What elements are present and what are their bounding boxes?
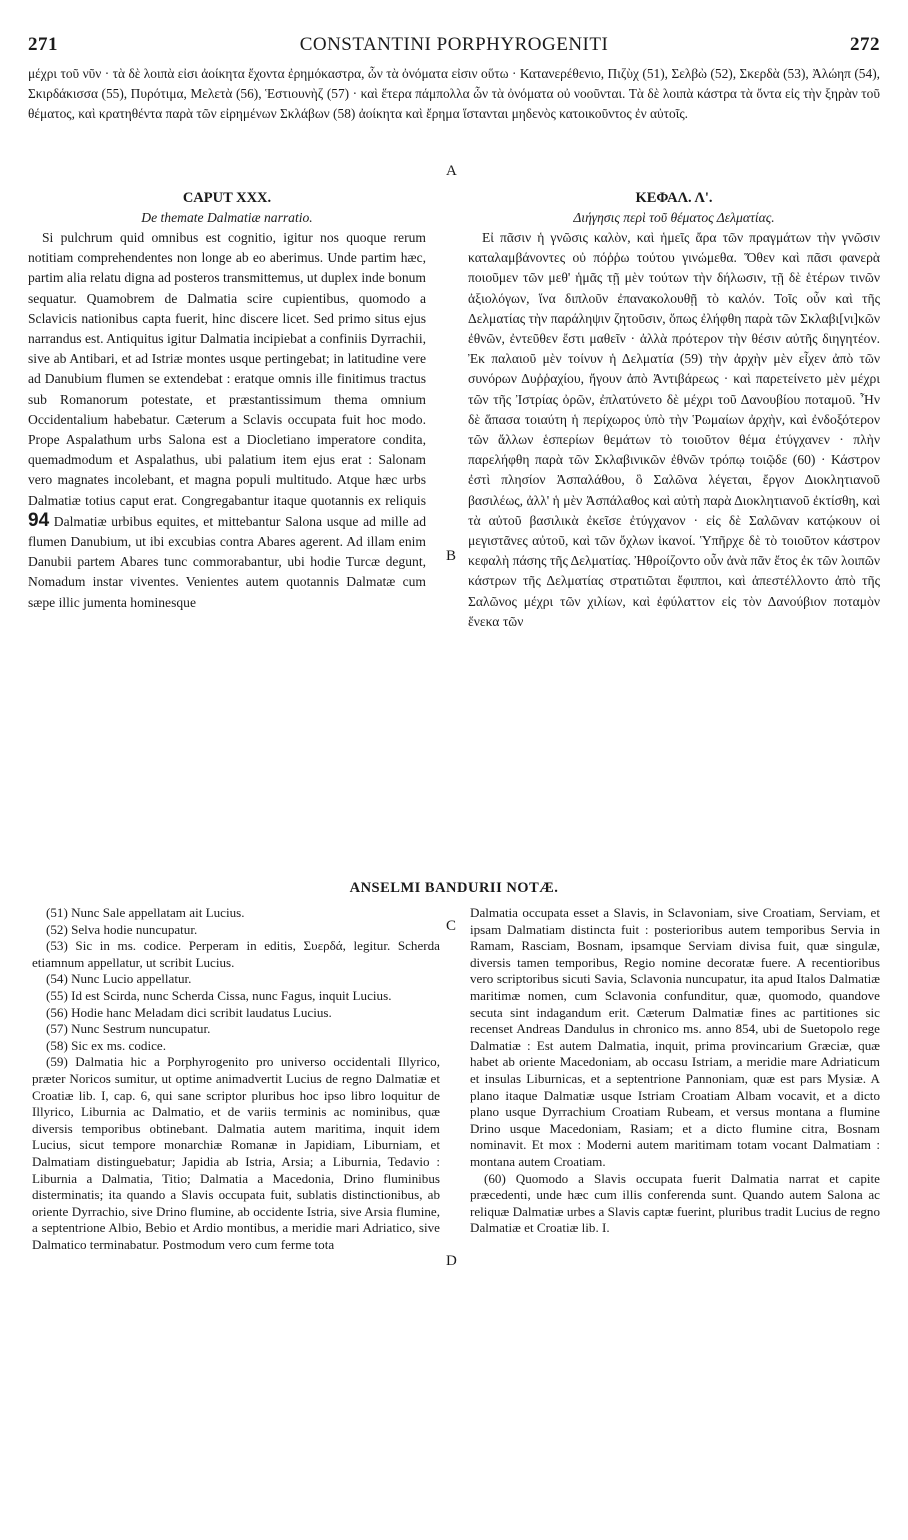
notes-right-column	[470, 905, 880, 1237]
latin-text-part-1: Si pulchrum quid omnibus est cognitio, igitur nos quoque rerum notitiam comprehendentes non longe ab eo aberimus. Unde partim hæc, partim alia relatu digna ad posteros transmittemus, ut duplex inde bonum sequatur. Quamobrem de Dalmatia scire cupientibus, quomodo a Sclavicis nationibus capta fuerit, hinc discere licet. Sed primo situs ejus narrandus est. Antiquitus igitur Dalmatia incipiebat a confiniis Dyrrachii, sive ab Antibari, et ad Istriæ montes usque pertingebat; in latitudine vere ad Danubium flumen se extendebat : eratque omnis ille finitimus tractus sub Romanorum potestate, et præstantissimum thema omnium Occidentalium habebatur. Cæterum a Sclavis occupata fuit hoc modo. Prope Aspalathum urbs Salona est a Diocletiano imperatore condita, quemadmodum et Aspalathus, ubi palatium item ejus erat : Salonam vero magnates incolebant, et magna populi multitudo. Atque hæc urbs Dalmatiæ totius caput erat. Congregabantur itaque quotannis ex reliquis	[28, 230, 426, 508]
note-60: (60) Quomodo a Slavis occupata fuerit Dalmatia narrat et capite præcedenti, unde hæc cum illis conferenda sunt. Quando autem Salona ac reliquæ Dalmatiæ urbes a Slavis captæ fuerint, pluribus tradit Lucius de regno Dalmatiæ et Croatiæ lib. I.	[470, 1170, 880, 1236]
note-51: (51) Nunc Sale appellatam ait Lucius.	[46, 905, 245, 920]
note-57: (57) Nunc Sestrum nuncupatur.	[46, 1021, 211, 1037]
note-59: (59) Dalmatia hic a Porphyrogenito pro universo occidentali Illyrico, præter Noricos sumitur, ut optime animadvertit Lucius de regno Dalmatiæ et Croatiæ lib. I, cap. 6, qui sane scriptor pluribus hoc ipso libro loquitur de Illyrico, Liburnia ac Dalmatio, et de variis terminis ac nominibus, quæ diversis temporibus obtinebant. Dalmatia autem maritima, inquit idem Lucius, sicut tempore monarchiæ Romanæ in Japidiam, Liburniam, et Dalmatiam distinguebatur; Japidia ab Istria, Arsia; a Liburnia, Tedavio : Liburnia a Dalmatia, Titio; Dalmatia a Macedonia, Drino fluminibus disterminatis; ita quando a Slavis occupata fuit, sublatis distinctionibus, ab oriente Dyrrachio, sive Drino flumine, ab occidente Istria, sive Arsia flumine, a septentrione Albio, Bebio et Ardio montibus, a meridie mari Adriatico, sive Dalmatico terminabatur. Postmodum vero cum ferme tota	[32, 1054, 440, 1252]
page-number-left: 271	[28, 34, 58, 55]
margin-letter-c: C	[446, 918, 457, 934]
latin-column	[28, 188, 426, 613]
latin-text-part-2: Dalmatiæ urbibus equites, et mittebantur Salona usque ad mille ad flumen Danubium, ut ibi excubias contra Abares agerent. Ad illam enim Danubii partem Abares tunc commorabantur, ubi hodie Turcæ degunt, Nomadum instar viventes. Venientes autem quotannis Dalmatæ cum sæpe illic jumenta hominesque	[28, 513, 426, 610]
greek-body-text: Εἰ πᾶσιν ἡ γνῶσις καλὸν, καὶ ἡμεῖς ἄρα τῶν πραγμάτων τὴν γνῶσιν καταλαμβάνοντες οὐ πόῤῥω τούτου γινώμεθα. Ὅθεν καὶ πᾶσι φανερὰ ποιοῦμεν τῶν μεθ' ἡμᾶς τῇ μὲν τούτων τὴν δήλωσιν, τῇ δὲ ἑτέρων τινῶν ἀξιολόγων, ἵνα διπλοῦν ἐπανακολουθῇ τὸ καλόν. Τοῖς οὖν καὶ τῆς Δελματίας τὴν παράληψιν ζητοῦσιν, ὅπως ἐλήφθη παρὰ τῶν Σκλαβι[νι]κῶν ἐθνῶν, ἐντεῦθεν ἔστι μαθεῖν · ἀλλὰ πρότερον τὴν θέσιν αὐτῆς διηγητέον. Ἐκ παλαιοῦ μὲν τοίνυν ἡ Δελματία (59) τὴν ἀρχὴν μὲν εἶχεν ἀπὸ τῶν συνόρων Δυῤῥαχίου, ἤγουν ἀπὸ Ἀντιβάρεως · καὶ παρετείνετο μὲν μέχρι τῶν τῆς Ἰστρίας ὀρῶν, ἐπλατύνετο δὲ μέχρι τοῦ Δανουβίου ποταμοῦ. Ἦν δὲ ἅπασα τοιαύτη ἡ περίχωρος ὑπὸ τὴν Ῥωμαίων ἀρχὴν, καὶ ἐνδοξότερον τῶν ἄλλων ἑσπερίων θεμάτων τὸ τοιοῦτον θέμα ἐτύγχανεν · πλὴν παρελήφθη παρὰ τῶν Σκλαβινικῶν ἐθνῶν τρόπῳ τοιῷδε (60) · Κάστρον ἐστὶ πλησίον Ἀσπαλάθου, ὃ Σαλῶνα λέγεται, ἔργον Διοκλητιανοῦ βασιλέως, ἀλλ' ἡ μὲν Ἀσπάλαθος καὶ αὐτὴ παρὰ Διοκλητιανοῦ ἐκτίσθη, καὶ τὰ αὐτοῦ βασιλικὰ ἐκεῖσε ἐτύγχανον · εἰς δὲ Σαλῶναν κατῴκουν οἱ μεγιστᾶνες αὐτοῦ, καὶ τῶν ὄχλων ἱκανοί. Ὑπῆρχε δὲ τὸ τοιοῦτον κάστρον κεφαλὴ πάσης τῆς Δελματίας. Ἠθροίζοντο οὖν ἀνὰ πᾶν ἔτος ἐκ τῶν λοιπῶν κάστρων τῆς Δελματίας στρατιῶται ἔφιπποι, καὶ ἀπεστέλλοντο ἀπὸ τῆς Σαλῶνος μέχρι τῶν χιλίων, καὶ ἐφύλαττον εἰς τὸν Δανούβιον ποταμὸν ἕνεκα τῶν	[468, 230, 880, 629]
latin-body-text	[28, 228, 426, 613]
notes-title: ANSELMI BANDURII NOTÆ.	[349, 880, 559, 896]
note-54: (54) Nunc Lucio appellatur.	[46, 971, 192, 987]
page-number-right: 272	[850, 34, 880, 55]
page-header	[28, 34, 880, 60]
running-title: CONSTANTINI PORPHYROGENITI	[299, 34, 609, 55]
note-56: (56) Hodie hanc Meladam dici scribit laudatus Lucius.	[46, 1004, 332, 1020]
page-marker: 94	[28, 509, 50, 531]
greek-column	[468, 188, 880, 632]
note-59-continued: Dalmatia occupata esset a Slavis, in Sclavoniam, sive Croatiam, Serviam, et ipsam Dalmatiam distincta fuit : posterioribus autem temporibus Servia in Ramam, Rasciam, Bosnam, ipsamque Serviam divisa fuit, quæ singulæ, diversis tamen temporibus, Regio nomine decoratæ fuere. A recentioribus vero scriptoribus sicuti Savia, Sclavonia nuncupatur, ita apud Italos Dalmatiæ maritimæ nomen, cum Sclavonia confunditur, quæ, quomodo, quandove secuta sint indagandum erit. Cæterum Dalmatiæ fines ac partitiones sic recenset Andreas Dandulus in chronico ms. anno 854, ubi de Suetopolo rege Dalmatiæ : Est autem Dalmatia, inquit, prima provincarium Græciæ, quæ habet ab oriente Macedoniam, ab occasu Istriam, a meridie mare Adriaticum et insulas Liburnicas, et a septentrione Pannoniam, quæ est pars Mysiæ. A plano itaque Dalmatiæ usque Istriam Croatiam Albam vocavit, et a dicto plano usque Dyrrachium Croatiam Rubeam, et versus montana a flumine Drino usque Macedoniam, Rasiam; et a dicto flumine citra, Bosnam nominavit. Et mox : Moderni autem maritimam totam vocant Dalmatiam : montana autem Croatiam.	[470, 905, 880, 1169]
notes-left-column	[32, 905, 440, 1253]
greek-chapter-subtitle: Διήγησις περὶ τοῦ θέματος Δελματίας.	[573, 210, 775, 225]
latin-chapter-title: CAPUT XXX.	[182, 190, 272, 206]
latin-chapter-subtitle: De themate Dalmatiæ narratio.	[141, 210, 313, 225]
note-55: (55) Id est Scirda, nunc Scherda Cissa, nunc Fagus, inquit Lucius.	[46, 987, 392, 1003]
note-53: (53) Sic in ms. codice. Perperam in editis, Συερδά, legitur. Scherda etiamnum appellatur, ut scribit Lucius.	[32, 938, 440, 970]
margin-letter-a: A	[446, 163, 457, 179]
note-52: (52) Selva hodie nuncupatur.	[46, 921, 198, 937]
margin-letter-d: D	[446, 1253, 457, 1269]
note-58: (58) Sic ex ms. codice.	[46, 1037, 166, 1053]
intro-text: μέχρι τοῦ νῦν · τὰ δὲ λοιπὰ εἰσι ἀοίκητα ἔχοντα ἐρημόκαστρα, ὧν τὰ ὀνόματα εἰσιν οὕτω · Κατανερέθενιο, Πιζὺχ (51), Σελβὼ (52), Σκερδὰ (53), Ἀλώηπ (54), Σκιρδάκισσα (55), Πυρότιμα, Μελετὰ (56), Ἑστιουνὴζ (57) · καὶ ἕτερα πάμπολλα ὧν τὰ ὀνόματα οὐ νοοῦνται. Τὰ δὲ λοιπὰ κάστρα τὰ ὄντα εἰς τὴν ξηρὰν τοῦ θέματος, καὶ κρατηθέντα παρὰ τῶν εἰρημένων Σκλάβων (58) ἀοίκητα καὶ ἔρημα ἵστανται μηδενὸς κατοικοῦντος ἐν αὐτοῖς.	[28, 66, 880, 121]
margin-letter-b: B	[446, 548, 457, 564]
intro-greek-paragraph	[28, 64, 880, 124]
greek-chapter-title: ΚΕΦΑΛ. Λ'.	[635, 190, 713, 206]
